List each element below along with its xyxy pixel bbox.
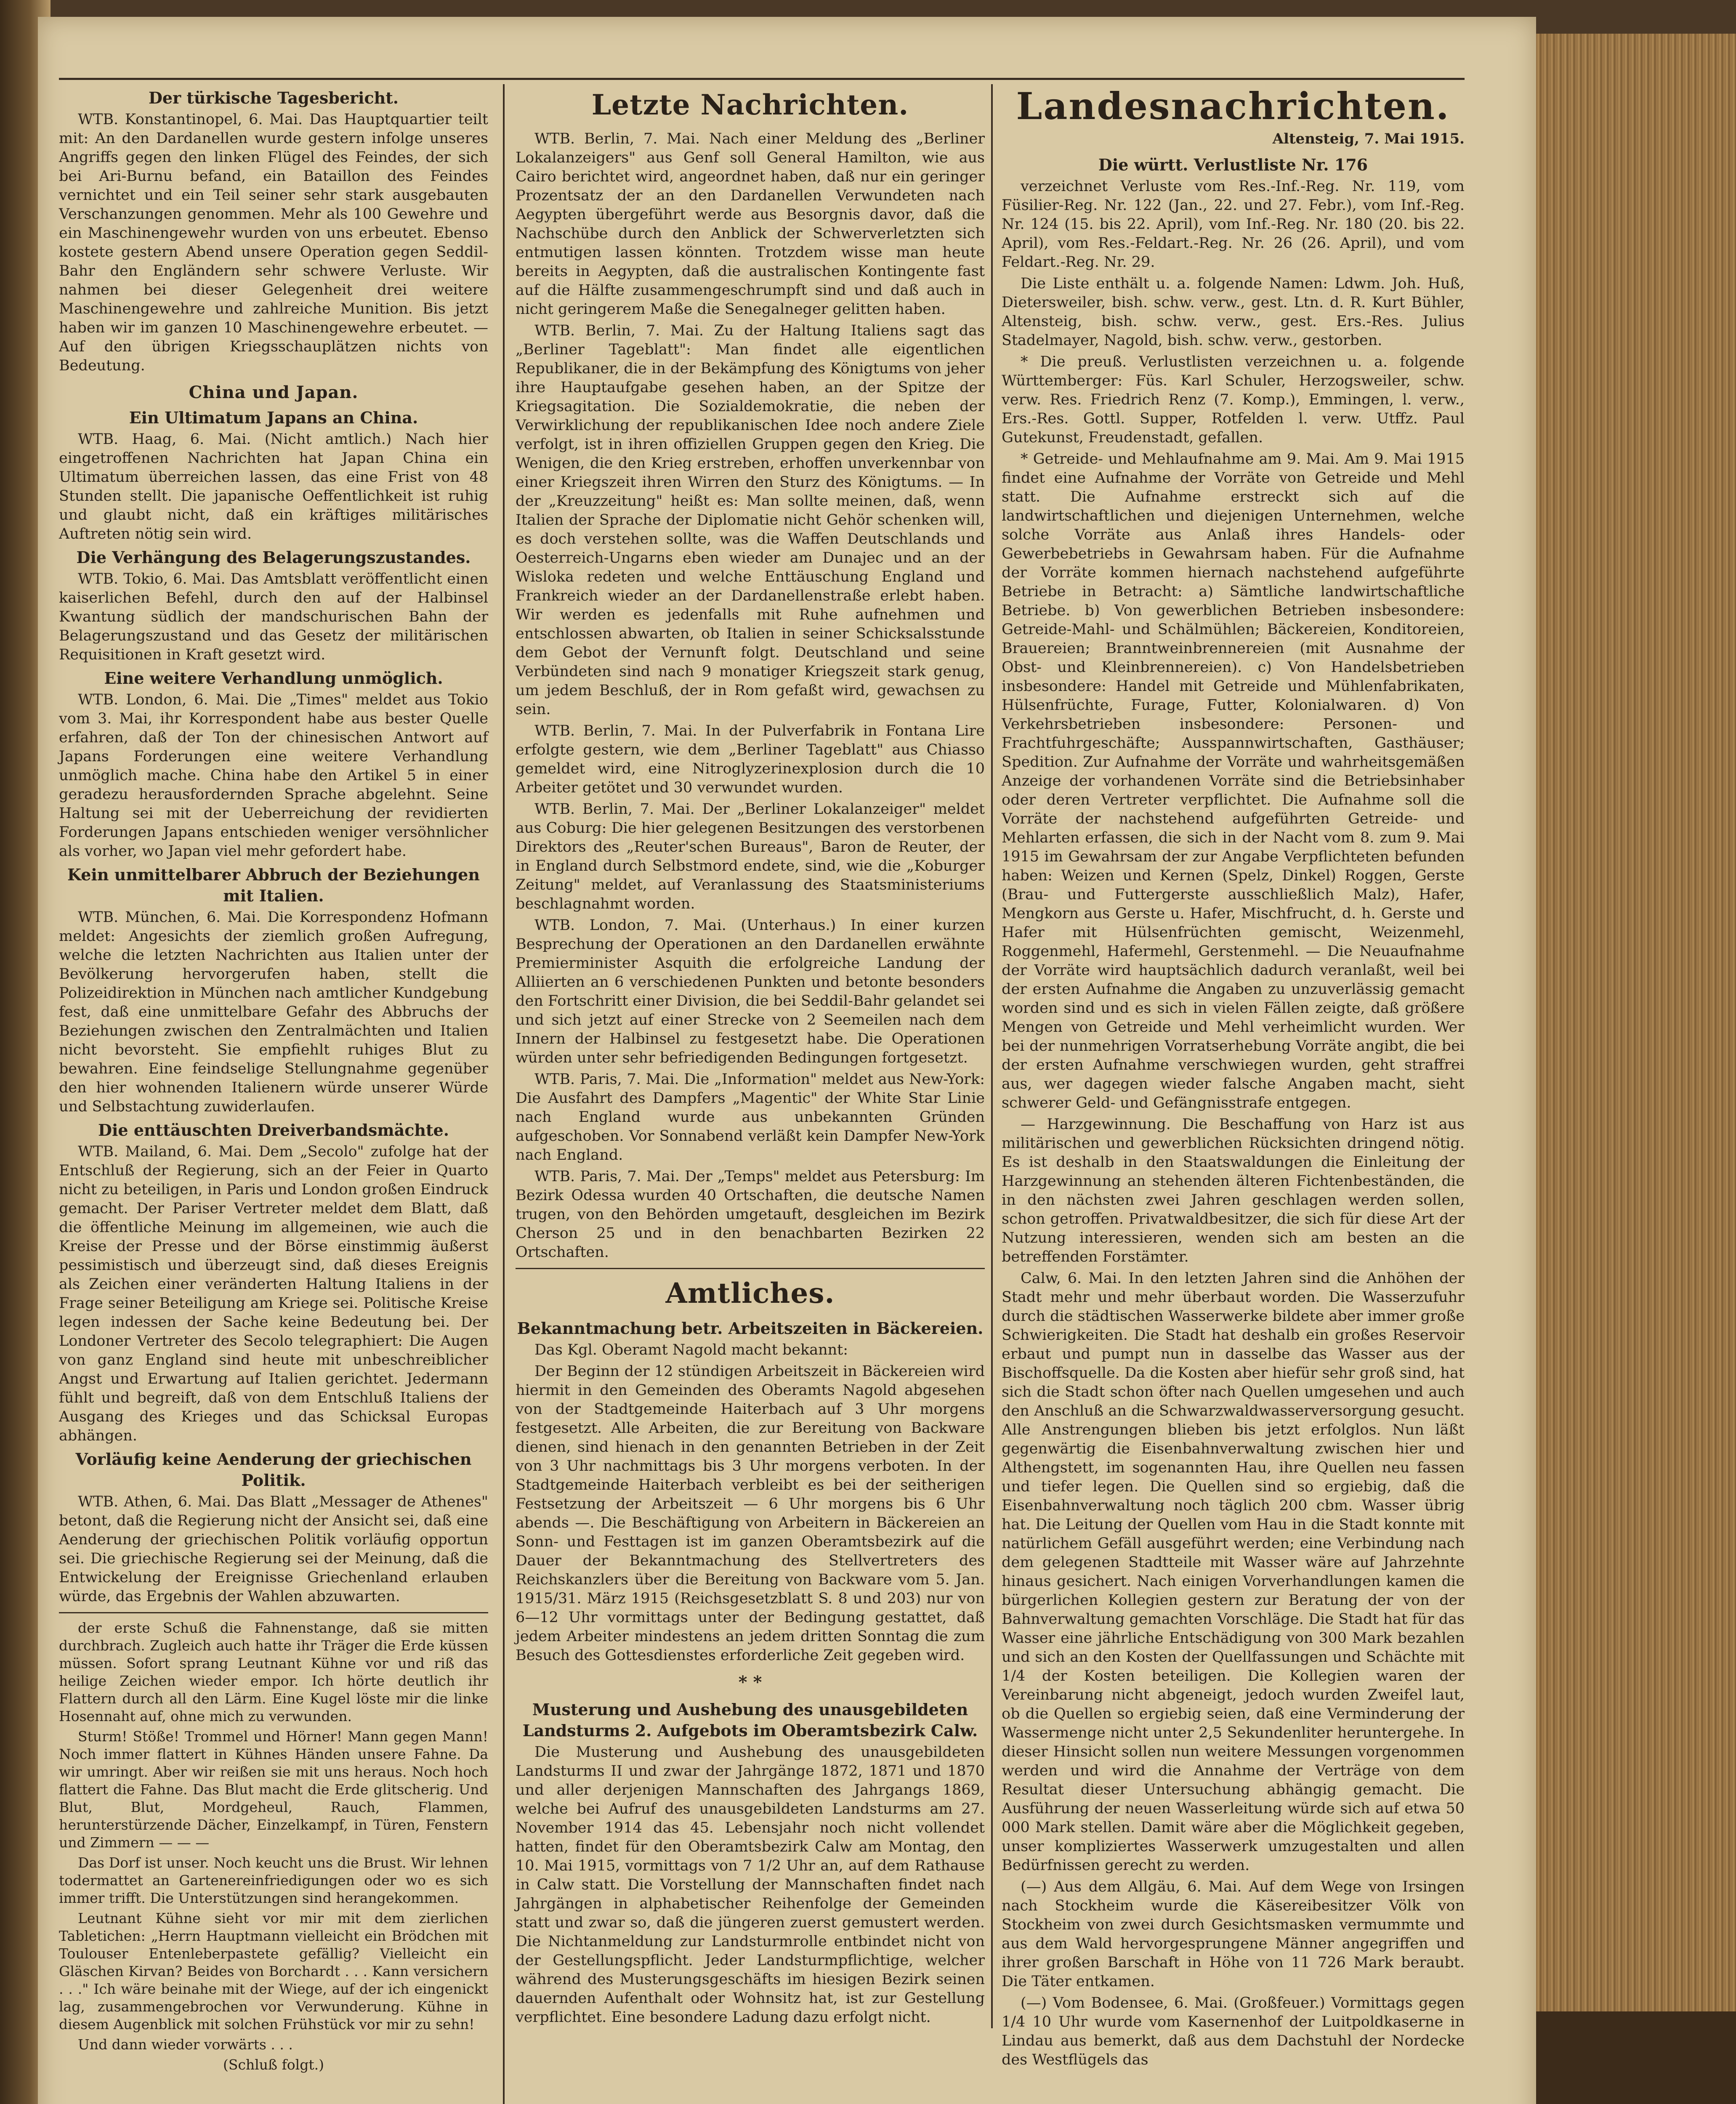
page-edges-right	[1536, 34, 1736, 2011]
notice-intro: Das Kgl. Oberamt Nagold macht bekannt:	[534, 1342, 848, 1358]
subhead-verhandlung: Eine weitere Verhandlung unmöglich.	[104, 669, 443, 688]
asterism-separator: * *	[738, 1672, 762, 1692]
feuilleton-paragraph: Leutnant Kühne sieht vor mir mit dem zierlichen Tabletichen: „Herrn Hauptmann vielleicht ein Brödchen mit Toulouser Entenleberpastete gefällig? Vielleicht ein Gläschen Kirvan? Beides von Borchardt . . . Kann versichern . . ." Ich wäre beinahe mit der Wiege, auf der ich eingenickt lag, zusammengebrochen vor Verwunderung. Kühne in diesem Augenblick mit solchen Frühstück vor mir zu sehn!	[59, 1910, 488, 2032]
subhead-dreiverband: Die enttäuschten Dreiverbandsmächte.	[98, 1121, 449, 1140]
feuilleton-paragraph: der erste Schuß die Fahnenstange, daß sie mitten durchbrach. Zugleich auch hatte ihr Träger die Erde küssen müssen. Sofort sprang Leutnant Kühne vor und riß das heilige Zeichen wieder empor. Ich hörte deutlich ihr Flattern durch all den Lärm. Eine Kugel löste mir die linke Hosennaht auf, ohne mich zu verwunden.	[59, 1620, 488, 1724]
column-3	[1002, 84, 1465, 2072]
article-haag: WTB. Haag, 6. Mai. (Nicht amtlich.) Nach hier eingetroffenen Nachrichten hat Japan China ein Ultimatum überreichen lassen, das eine Frist von 48 Stunden stellt. Die japanische Oeffentlichkeit ist ruhig und glaubt nicht, daß ein kräftiges militärisches Auftreten nötig sein wird.	[59, 431, 488, 542]
subhead-casualty-list: Die württ. Verlustliste Nr. 176	[1098, 155, 1368, 174]
article-bodensee: (—) Vom Bodensee, 6. Mai. (Großfeuer.) Vormittags gegen 1/4 10 Uhr wurde vom Kasernenhof der Luitpoldkaserne in Lindau aus bemerkt, daß aus dem Dachstuhl der Nordecke des Westflügels das	[1002, 1995, 1465, 2068]
article-berlin-4: WTB. Berlin, 7. Mai. Der „Berliner Lokalanzeiger" meldet aus Coburg: Die hier gelegenen Besitzungen des verstorbenen Direktors des „Reuter'schen Bureaus", Baron de Reuter, der in England durch Selbstmord endete, sind, wie die „Koburger Zeitung" meldet, auf Veranlassung des Staatsministeriums beschlagnahmt worden.	[516, 801, 985, 912]
subhead-bakery-hours: Bekanntmachung betr. Arbeitszeiten in Bäckereien.	[517, 1319, 984, 1338]
feuilleton-rule	[59, 1612, 488, 1613]
notice-bakery-hours: Der Beginn der 12 stündigen Arbeitszeit in Bäckereien wird hiermit in den Gemeinden des Oberamts Nagold abgesehen von der Stadtgemeinde Haiterbach auf 3 Uhr morgens festgesetzt. Alle Arbeiten, die zur Bereitung von Backware dienen, sind hienach in den genannten Betrieben in der Zeit von 3 Uhr nachmittags bis 3 Uhr morgens verboten. In der Stadtgemeinde Haiterbach verbleibt es bei der seitherigen Festsetzung der Arbeitszeit — 6 Uhr morgens bis 6 Uhr abends —. Die Beschäftigung von Arbeitern in Bäckereien an Sonn- und Festtagen ist im ganzen Oberamtsbezirk auf die Dauer der Bekanntmachung des Stellvertreters des Reichskanzlers über die Bereitung von Backware vom 5. Jan. 1915/31. März 1915 (Reichsgesetzblatt S. 8 und 203) nur von 6—12 Uhr vormittags unter der Bedingung gestattet, daß jedem Arbeiter mindestens an jedem dritten Sonntag die zum Besuch des Gottesdienstes erforderliche Zeit gegeben wird.	[516, 1363, 985, 1664]
article-paris-1: WTB. Paris, 7. Mai. Die „Information" meldet aus New-York: Die Ausfahrt des Dampfers „Magentic" der White Star Linie nach England wurde aus unbekannten Gründen aufgeschoben. Vor Sonnabend verläßt kein Dampfer New-York nach England.	[516, 1071, 985, 1164]
article-paris-2: WTB. Paris, 7. Mai. Der „Temps" meldet aus Petersburg: Im Bezirk Odessa wurden 40 Ortschaften, die deutsche Namen trugen, von den Behörden umgetauft, desgleichen im Bezirk Cherson 25 und in den benachbarten Bezirken 22 Ortschaften.	[516, 1168, 985, 1261]
column-rule-1	[503, 84, 505, 2104]
article-allgaeu: (—) Aus dem Allgäu, 6. Mai. Auf dem Wege von Irsingen nach Stockheim wurde die Käsereibesitzer Völk von Stockheim von zwei durch Gesichtsmasken vermummte und aus dem Wald hervorgesprungene Männer angegriffen und ihrer großen Barschaft in Höhe von 11 726 Mark beraubt. Die Täter entkamen.	[1002, 1878, 1465, 1990]
subhead-abbruch: Kein unmittelbarer Abbruch der Beziehungen mit Italien.	[67, 865, 480, 905]
heading-official: Amtliches.	[665, 1277, 835, 1310]
article-berlin-3: WTB. Berlin, 7. Mai. In der Pulverfabrik in Fontana Lire erfolgte gestern, wie dem „Berliner Tageblatt" aus Chiasso gemeldet wird, eine Nitroglyzerinexplosion durch die 10 Arbeiter getötet und 30 verwundet wurden.	[516, 723, 985, 796]
casualty-names: Die Liste enthält u. a. folgende Namen: Ldwm. Joh. Huß, Dietersweiler, bish. schw. verw., gest. Ltn. d. R. Kurt Bühler, Altensteig, bish. schw. verw., gest. Ers.-Res. Julius Stadelmayer, Nagold, bish. schw. verw., gestorben.	[1002, 275, 1465, 349]
heading-latest-news: Letzte Nachrichten.	[591, 88, 909, 121]
section-rule	[516, 1268, 985, 1269]
heading-state-news: Landesnachrichten.	[1016, 84, 1450, 128]
column-rule-2	[991, 84, 993, 2028]
article-resin: — Harzgewinnung. Die Beschaffung von Harz ist aus militärischen und gewerblichen Rücksichten dringend nötig. Es ist deshalb in den Staatswaldungen die Einleitung der Harzgewinnung an stehenden älteren Fichtenbeständen, die in den nächsten zwei Jahren geschlagen werden sollen, schon getroffen. Privatwaldbesitzer, die sich für diese Art der Nutzung interessieren, wenden sich am besten an die betreffenden Forstämter.	[1002, 1116, 1465, 1265]
subhead-belagerung: Die Verhängung des Belagerungszustandes.	[76, 548, 471, 567]
casualty-list-text: verzeichnet Verluste vom Res.-Inf.-Reg. Nr. 119, vom Füsilier-Reg. Nr. 122 (Jan., 22. und 27. Febr.), vom Inf.-Reg. Nr. 124 (15. bis 22. April), vom Inf.-Reg. Nr. 180 (20. bis 22. April), vom Res.-Feldart.-Reg. Nr. 26 (26. April), und vom Feldart.-Reg. Nr. 29.	[1002, 178, 1465, 271]
article-constantinople: WTB. Konstantinopel, 6. Mai. Das Hauptquartier teilt mit: An den Dardanellen wurde gestern infolge unseres Angriffs gegen den linken Flügel des Feindes, der sich bei Ari-Burnu befand, ein Bataillon des Feindes vernichtet und ein Teil seiner sehr stark ausgebauten Verschanzungen genommen. Mehr als 100 Gewehre und ein Maschinengewehr wurden von uns erbeutet. Ebenso kostete gestern Abend unsere Operation gegen Seddil-Bahr den Engländern sehr schwere Verluste. Wir nahmen bei dieser Gelegenheit drei weitere Maschinengewehre und zahlreiche Munition. Bis jetzt haben wir im ganzen 10 Maschinengewehre erbeutet. — Auf den übrigen Kriegsschauplätzen nichts von Bedeutung.	[59, 111, 488, 374]
feuilleton-paragraph: Und dann wieder vorwärts . . .	[78, 2036, 293, 2053]
article-mailand: WTB. Mailand, 6. Mai. Dem „Secolo" zufolge hat der Entschluß der Regierung, sich an der Feier in Quarto nicht zu beteiligen, in Paris und London großen Eindruck gemacht. Der Pariser Vertreter meldet dem Blatt, daß die öffentliche Meinung im allgemeinen, wie auch die Kreise der Presse und der Börse einstimmig äußerst pessimistisch und überzeugt sind, daß dieses Ereignis als Zeichen einer veränderten Haltung Italiens in der Frage seiner Beteiligung am Kriege sei. Politische Kreise legen indessen der Sache keine Bedeutung bei. Der Londoner Vertreter des Secolo telegraphiert: Die Augen von ganz England sind heute mit unbeschreiblicher Angst und Erwartung auf Italien gerichtet. Jedermann fühlt und begreift, daß von dem Entschluß Italiens der Ausgang des Krieges und das Schicksal Europas abhängen.	[59, 1143, 488, 1444]
top-rule	[59, 78, 1465, 80]
article-london: WTB. London, 6. Mai. Die „Times" meldet aus Tokio vom 3. Mai, ihr Korrespondent habe aus bester Quelle erfahren, daß der Ton der chinesischen Antwort auf Japans Forderungen eine weitere Verhandlung unmöglich mache. China habe den Artikel 5 in einer geradezu herausfordernden Sprache abgelehnt. Seine Haltung sei mit der Ueberreichung der revidierten Forderungen Japans entschieden weniger versöhnlicher als vorher, wo Japan viel mehr gefordert habe.	[59, 691, 488, 860]
article-grain-census: * Getreide- und Mehlaufnahme am 9. Mai. Am 9. Mai 1915 findet eine Aufnahme der Vorräte von Getreide und Mehl statt. Die Aufnahme erstreckt sich auf die landwirtschaftlichen und diejenigen Unternehmen, welche solche Vorräte aus Anlaß ihres Handels- oder Gewerbebetriebs in Gewahrsam haben. Für die Aufnahme der Vorräte kommen hiernach nachstehend aufgeführte Betriebe in Betracht: a) Sämtliche landwirtschaftliche Betriebe. b) Von gewerblichen Betrieben insbesondere: Getreide-Mahl- und Schälmühlen; Bäckereien, Konditoreien, Brauereien; Branntweinbrennereien (mit Ausnahme der Obst- und Kleinbrennereien). c) Von Handelsbetrieben insbesondere: Handel mit Getreide und Mühlenfabrikaten, Hülsenfrüchte, Furage, Futter, Kolonialwaren. d) Von Verkehrsbetrieben insbesondere: Personen- und Frachtfuhrgeschäfte; Ausspannwirtschaften, Gasthäuser; Spedition. Zur Aufnahme der Vorräte und wahrheitsgemäßen Anzeige der vorhandenen Vorräte sind die Betriebsinhaber oder deren Vertreter verpflichtet. Die Aufnahme soll die Vorräte der nachstehend aufgeführten Getreide- und Mehlarten erfassen, die sich in der Nacht vom 8. zum 9. Mai 1915 im Gewahrsam der zur Angabe Verpflichteten befunden haben: Weizen und Kernen (Spelz, Dinkel) Roggen, Gerste (Brau- und Futtergerste ausschließlich Malz), Hafer, Mengkorn aus Gerste u. Hafer, Mischfrucht, d. h. Gerste und Hafer mit Hülsenfrüchten gemischt, Weizenmehl, Roggenmehl, Hafermehl, Gerstenmehl. — Die Neuaufnahme der Vorräte wird hauptsächlich dadurch veranlaßt, weil bei der ersten Aufnahme die Angaben zu unzuverlässig gemacht worden sind und es sich in vielen Fällen zeigte, daß größere Mengen von Getreide und Mehl verheimlicht wurden. Wer bei der nunmehrigen Vorratserhebung Vorräte angibt, die bei der ersten Aufnahme verschwiegen wurden, geht straffrei aus, wer dagegen wieder falsche Angaben macht, sieht schwerer Geld- und Gefängnisstrafe entgegen.	[1002, 451, 1465, 1111]
heading-china-japan: China und Japan.	[189, 383, 359, 402]
subhead-griechisch: Vorläufig keine Aenderung der griechischen Politik.	[75, 1450, 472, 1490]
column-2	[516, 84, 985, 2030]
feuilleton-paragraph: Sturm! Stöße! Trommel und Hörner! Mann gegen Mann! Noch immer flattert in Kühnes Händen unsere Fahne. Da wir umringt. Aber wir reißen sie mit uns heraus. Noch hoch flattert die Fahne. Das Blut macht die Erde glitscherig. Und Blut, Blut, Mordgeheul, Rauch, Flammen, herunterstürzende Dächer, Einzelkampf, in Türen, Fenstern und Zimmern — — —	[59, 1728, 488, 1851]
feuilleton	[59, 1619, 488, 2074]
article-calw: Calw, 6. Mai. In den letzten Jahren sind die Anhöhen der Stadt mehr und mehr überbaut worden. Die Wasserzufuhr durch die städtischen Wasserwerke bildete aber immer große Schwierigkeiten. Die Stadt hat deshalb ein großes Reservoir erbaut und pumpt nun in dasselbe das Wasser aus der Bischoffsquelle. Da die Kosten aber hiefür sehr groß sind, hat sich die Stadt schon öfter nach Quellen umgesehen und auch den Anschluß an die Schwarzwaldwasserversorgung gesucht. Alle Anstrengungen blieben bis jetzt erfolglos. Nun läßt gegenwärtig die Eisenbahnverwaltung zwischen hier und Althengstett, im sogenannten Hau, ihre Quellen neu fassen und tiefer legen. Die Quellen sind so ergiebig, daß die Eisenbahnverwaltung noch täglich 200 cbm. Wasser übrig hat. Die Leitung der Quellen vom Hau in die Stadt konnte mit natürlichem Gefäll ausgeführt werden; eine Verbindung nach dem gelegenen Stadtteile mit Wasser wäre auf Jahrzehnte hinaus gesichert. Nach einigen Vorverhandlungen kamen die bürgerlichen Kollegien gestern zur Beratung der von der Bahnverwaltung gemachten Vorschläge. Die Stadt hat für das Wasser eine jährliche Entschädigung von 300 Mark bezahlen und sich an den Kosten der Quellfassungen und Schächte mit 1/4 der Kosten beteiligen. Die Kollegien waren der Vereinbarung nicht abgeneigt, jedoch wurden Zweifel laut, ob die Quellen so ergiebig seien, daß eine Verminderung der Wassermenge nicht unter 2,5 Sekundenliter heruntergehe. In dieser Hinsicht sollen nun weitere Messungen vorgenommen werden und wird die Annahme der Verträge von dem Resultat dieser Untersuchung abhängig gemacht. Die Ausführung der neuen Wasserleitung würde sich auf etwa 50 000 Mark stellen. Damit wäre aber die Möglichkeit gegeben, unser kompliziertes Wasserwerk umzugestalten und allen Bedürfnissen gerecht zu werden.	[1002, 1270, 1465, 1874]
article-berlin-1: WTB. Berlin, 7. Mai. Nach einer Meldung des „Berliner Lokalanzeigers" aus Genf soll General Hamilton, wie aus Cairo berichtet wird, angeordnet haben, daß nur ein geringer Prozentsatz der an den Dardanellen Verwundeten nach Aegypten übergeführt werde aus Besorgnis davor, daß die Nachschübe durch den Anblick der Schwerverletzten sich entmutigen lassen könnten. Trotzdem wisse man heute bereits in Aegypten, daß die australischen Kontingente fast auf die Hälfte zusammengeschrumpft sind und daß auch in nicht geringerem Maße die Senegalneger gelitten haben.	[516, 130, 985, 318]
dateline: Altensteig, 7. Mai 1915.	[1272, 130, 1465, 147]
prussian-casualty-list: * Die preuß. Verlustlisten verzeichnen u. a. folgende Württemberger: Füs. Karl Schuler, Herzogsweiler, schw. verw. Res. Friedrich Renz (7. Komp.), Emmingen, l. verw., Ers.-Res. Gottl. Supper, Rotfelden l. verw. Utffz. Paul Gutekunst, Freudenstadt, gefallen.	[1002, 353, 1465, 446]
feuilleton-paragraph: Das Dorf ist unser. Noch keucht uns die Brust. Wir lehnen todermattet an Gartenereinfriedigungen oder wo es sich immer trifft. Die Unterstützungen sind herangekommen.	[59, 1854, 488, 1906]
article-athen: WTB. Athen, 6. Mai. Das Blatt „Messager de Athenes" betont, daß die Regierung nicht der Ansicht sei, daß eine Aenderung der griechischen Politik vorläufig opportun sei. Die griechische Regierung sei der Meinung, daß die Entwickelung der Ereignisse Griechenland erlauben würde, das Ergebnis der Wahlen abzuwarten.	[59, 1493, 488, 1605]
subhead-ultimatum: Ein Ultimatum Japans an China.	[129, 408, 418, 427]
article-berlin-2: WTB. Berlin, 7. Mai. Zu der Haltung Italiens sagt das „Berliner Tageblatt": Man findet alle eigentlichen Republikaner, die in der Bekämpfung des Königtums von jeher ihre Hauptaufgabe gesehen haben, an der Spitze der Kriegsagitation. Die Sozialdemokratie, die neben der Verwirklichung der republikanischen Idee noch andere Ziele verfolgt, ist in ihren offiziellen Gruppen gegen den Krieg. Die Wenigen, die den Krieg erstreben, erhoffen unverkennbar von einer Kriegszeit ihren Wirren den Sturz des Königtums. — In der „Kreuzzeitung" heißt es: Man sollte meinen, daß, wenn Italien der Sprache der Diplomatie nicht Gehör schenken will, es doch verstehen sollte, was die Waffen Deutschlands und Oesterreich-Ungarns eben wieder am Dunajec und an der Wisloka redeten und welche Enttäuschung England und Frankreich wieder an der Dardanellenstraße erlebt haben. Wir werden es jedenfalls mit Ruhe aufnehmen und entschlossen abwarten, ob Italien in seiner Schicksalsstunde dem Gebot der Vernunft folgt. Deutschland und seine Verbündeten sind nach 9 monatiger Kriegszeit stark genug, um jedem Beschluß, der in Rom gefaßt wird, gewachsen zu sein.	[516, 322, 985, 718]
notice-landsturm: Die Musterung und Aushebung des unausgebildeten Landsturms II und zwar der Jahrgänge 1872, 1871 und 1870 und aller derjenigen Mannschaften des Jahrgangs 1869, welche bei Aufruf des unausgebildeten Landsturms am 27. November 1914 das 45. Lebensjahr noch nicht vollendet hatten, findet für den Oberamtsbezirk Calw am Montag, den 10. Mai 1915, vormittags von 7 1/2 Uhr an, auf dem Rathause in Calw statt. Die Vorstellung der Mannschaften findet nach Jahrgängen in alphabetischer Reihenfolge der Gemeinden statt und zwar so, daß die jüngeren zuerst gemustert werden. Die Nichtanmeldung zur Landsturmrolle entbindet nicht von der Gestellungspflicht. Jeder Landsturmpflichtige, welcher während des Musterungsgeschäfts im hiesigen Bezirk seinen dauernden Aufenthalt oder Wohnsitz hat, ist zur Gestellung verpflichtet. Eine besondere Ladung dazu erfolgt nicht.	[516, 1744, 985, 2026]
to-be-continued: (Schluß folgt.)	[223, 2056, 324, 2073]
article-london-commons: WTB. London, 7. Mai. (Unterhaus.) In einer kurzen Besprechung der Operationen an den Dardanellen erwähnte Premierminister Asquith die erfolgreiche Landung der Alliierten an 6 verschiedenen Punkten und betonte besonders den Fortschritt einer Division, die bei Seddil-Bahr gelandet sei und sich jetzt auf einer Strecke von 2 Seemeilen nach dem Innern der Halbinsel zu festgesetzt habe. Die Operationen würden unter sehr befriedigenden Bedingungen fortgesetzt.	[516, 917, 985, 1066]
heading-turkish-report: Der türkische Tagesbericht.	[148, 88, 399, 107]
subhead-landsturm: Musterung und Aushebung des unausgebildeten Landsturms 2. Aufgebots im Oberamtsbezirk Calw.	[522, 1700, 978, 1740]
article-tokio: WTB. Tokio, 6. Mai. Das Amtsblatt veröffentlicht einen kaiserlichen Befehl, durch den auf der Halbinsel Kwantung südlich der mandschurischen Bahn der Belagerungszustand und das Gesetz der militärischen Requisitionen in Kraft gesetzt wird.	[59, 571, 488, 663]
binding-shadow-right	[1536, 2011, 1736, 2104]
column-1	[59, 84, 488, 2074]
article-muenchen: WTB. München, 6. Mai. Die Korrespondenz Hofmann meldet: Angesichts der ziemlich großen Aufregung, welche die letzten Nachrichten aus Italien unter der Bevölkerung hervorgerufen haben, stellt die Polizeidirektion in München nach amtlicher Kundgebung fest, daß eine unmittelbare Gefahr des Abbruchs der Beziehungen zwischen den Zentralmächten und Italien nicht bevorsteht. Sie empfiehlt ruhiges Blut zu bewahren. Eine feindselige Stellungnahme gegenüber den hier wohnenden Italienern würde unserer Würde und Selbstachtung zuwiderlaufen.	[59, 909, 488, 1115]
